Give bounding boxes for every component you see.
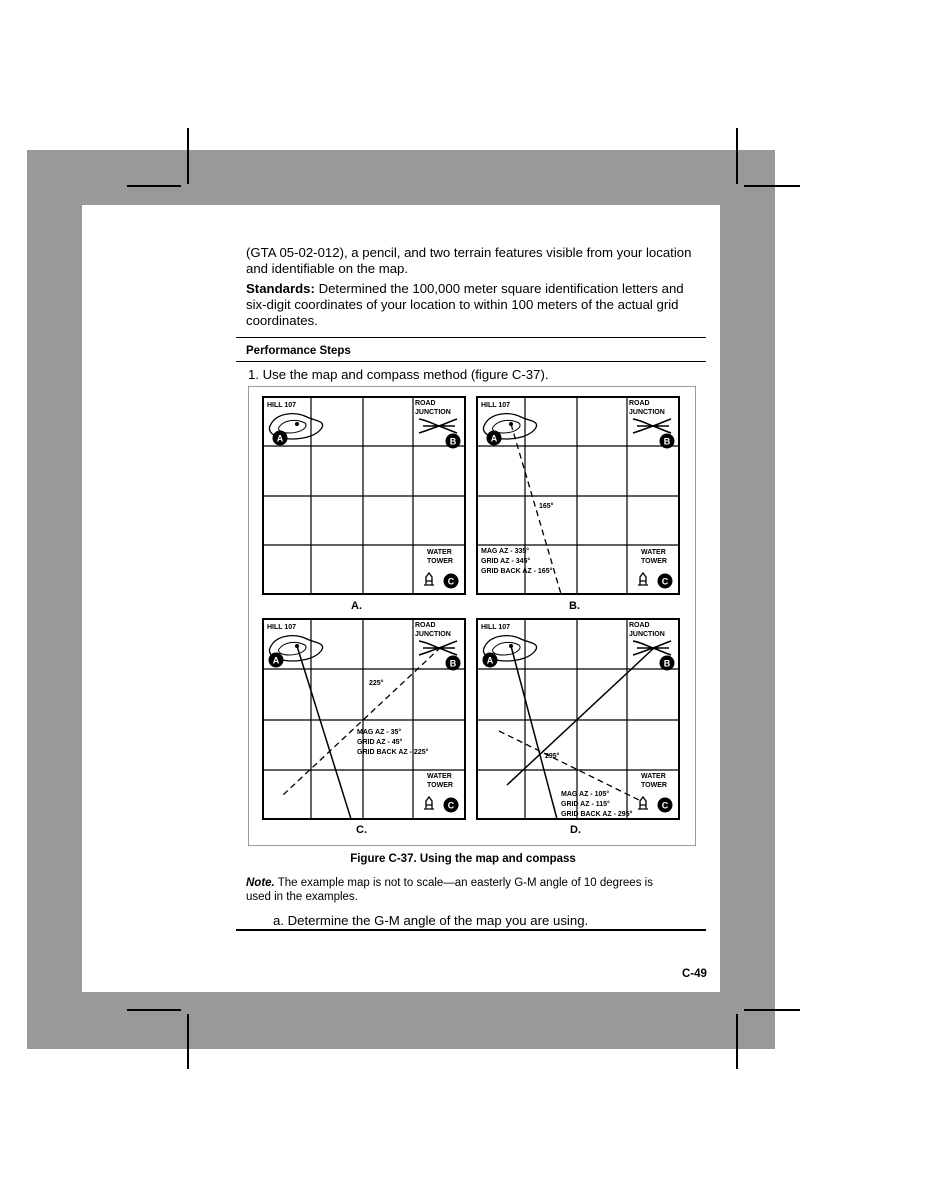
water-label: WATER [427, 773, 452, 780]
point-b-letter: B [449, 658, 457, 669]
figure-caption: Figure C-37. Using the map and compass [350, 853, 576, 865]
intro-line: (GTA 05-02-012), a pencil, and two terrain features visible from your location [246, 245, 692, 260]
road-label: JUNCTION [629, 409, 665, 416]
grid-az-label: GRID AZ - 345° [481, 558, 531, 565]
point-a-letter: A [490, 433, 498, 444]
grid-back-az-label: GRID BACK AZ - 295° [561, 811, 633, 818]
note-line: used in the examples. [246, 891, 358, 903]
point-a-letter: A [272, 655, 280, 666]
hill-label: HILL 107 [481, 624, 511, 631]
figure-c37 [248, 386, 696, 846]
panel-letter: C. [356, 824, 367, 836]
water-label: TOWER [641, 558, 667, 565]
point-a-letter: A [276, 433, 284, 444]
road-label: ROAD [415, 400, 436, 407]
angle-label: 225° [369, 680, 384, 687]
hill-label: HILL 107 [267, 402, 297, 409]
road-junction-symbol [419, 419, 457, 433]
hill-label: HILL 107 [481, 402, 511, 409]
crop-mark [187, 128, 189, 184]
note-line [246, 877, 653, 890]
road-label: ROAD [629, 622, 650, 629]
hill-contour [493, 642, 520, 655]
map-panel-b [477, 397, 679, 612]
road-label: JUNCTION [629, 631, 665, 638]
azimuth-line [297, 646, 351, 819]
panel-letter: D. [570, 824, 581, 836]
road-label: ROAD [415, 622, 436, 629]
water-tower-symbol [638, 573, 648, 585]
mag-az-label: MAG AZ - 335° [481, 548, 530, 555]
standards-line [246, 281, 684, 297]
water-label: WATER [641, 773, 666, 780]
panel-letter: A. [351, 600, 362, 612]
road-label: ROAD [629, 400, 650, 407]
substep-a: a. Determine the G-M angle of the map you are using. [273, 913, 589, 928]
water-label: TOWER [427, 558, 453, 565]
road-junction-symbol [633, 641, 671, 655]
angle-label: 295° [545, 753, 560, 760]
point-b-letter: B [449, 436, 457, 447]
standards-line: six-digit coordinates of your location to within 100 meters of the actual grid [246, 297, 679, 312]
road-label: JUNCTION [415, 631, 451, 638]
panel-letter: B. [569, 600, 580, 612]
crop-mark [127, 1009, 181, 1011]
road-junction-symbol [419, 641, 457, 655]
mag-az-label: MAG AZ - 35° [357, 729, 402, 736]
point-c-letter: C [661, 800, 669, 811]
water-tower-symbol [424, 573, 434, 585]
intro-line: and identifiable on the map. [246, 261, 409, 276]
hill-summit [295, 422, 299, 426]
water-label: TOWER [641, 782, 667, 789]
section-rule [236, 361, 706, 362]
hill-contour [279, 642, 306, 655]
note-text: The example map is not to scale—an easterly G-M angle of 10 degrees is [274, 877, 653, 889]
crop-mark [736, 1014, 738, 1069]
crop-mark [736, 128, 738, 184]
mag-az-label: MAG AZ - 105° [561, 791, 610, 798]
water-label: WATER [427, 549, 452, 556]
map-panel-a [263, 397, 465, 612]
crop-mark [127, 185, 181, 187]
road-label: JUNCTION [415, 409, 451, 416]
map-panel-c [263, 619, 465, 836]
map-compass-figure [249, 387, 695, 845]
hill-label: HILL 107 [267, 624, 297, 631]
angle-label: 165° [539, 503, 554, 510]
map-panel-d [477, 619, 679, 836]
section-header: Performance Steps [246, 345, 351, 357]
standards-label: Standards: [246, 281, 315, 296]
standards-text: Determined the 100,000 meter square identification letters and [318, 281, 684, 296]
grid-az-label: GRID AZ - 45° [357, 739, 403, 746]
step-1: 1. Use the map and compass method (figure C-37). [248, 367, 549, 382]
point-b-letter: B [663, 658, 671, 669]
water-label: TOWER [427, 782, 453, 789]
page-number: C-49 [682, 968, 707, 980]
road-junction-symbol [633, 419, 671, 433]
crop-mark [187, 1014, 189, 1069]
water-label: WATER [641, 549, 666, 556]
note-label: Note. [246, 877, 275, 889]
grid-back-az-label: GRID BACK AZ - 225° [357, 749, 429, 756]
grid-az-label: GRID AZ - 115° [561, 801, 610, 808]
point-c-letter: C [661, 576, 669, 587]
standards-line: coordinates. [246, 313, 318, 328]
grid-back-az-label: GRID BACK AZ - 165° [481, 568, 553, 575]
azimuth-line-a [511, 646, 557, 819]
bottom-rule [236, 929, 706, 931]
point-c-letter: C [447, 576, 455, 587]
point-a-letter: A [486, 655, 494, 666]
crop-mark [744, 185, 800, 187]
crop-mark [744, 1009, 800, 1011]
water-tower-symbol [638, 797, 648, 809]
point-c-letter: C [447, 800, 455, 811]
water-tower-symbol [424, 797, 434, 809]
point-b-letter: B [663, 436, 671, 447]
section-rule [236, 337, 706, 338]
